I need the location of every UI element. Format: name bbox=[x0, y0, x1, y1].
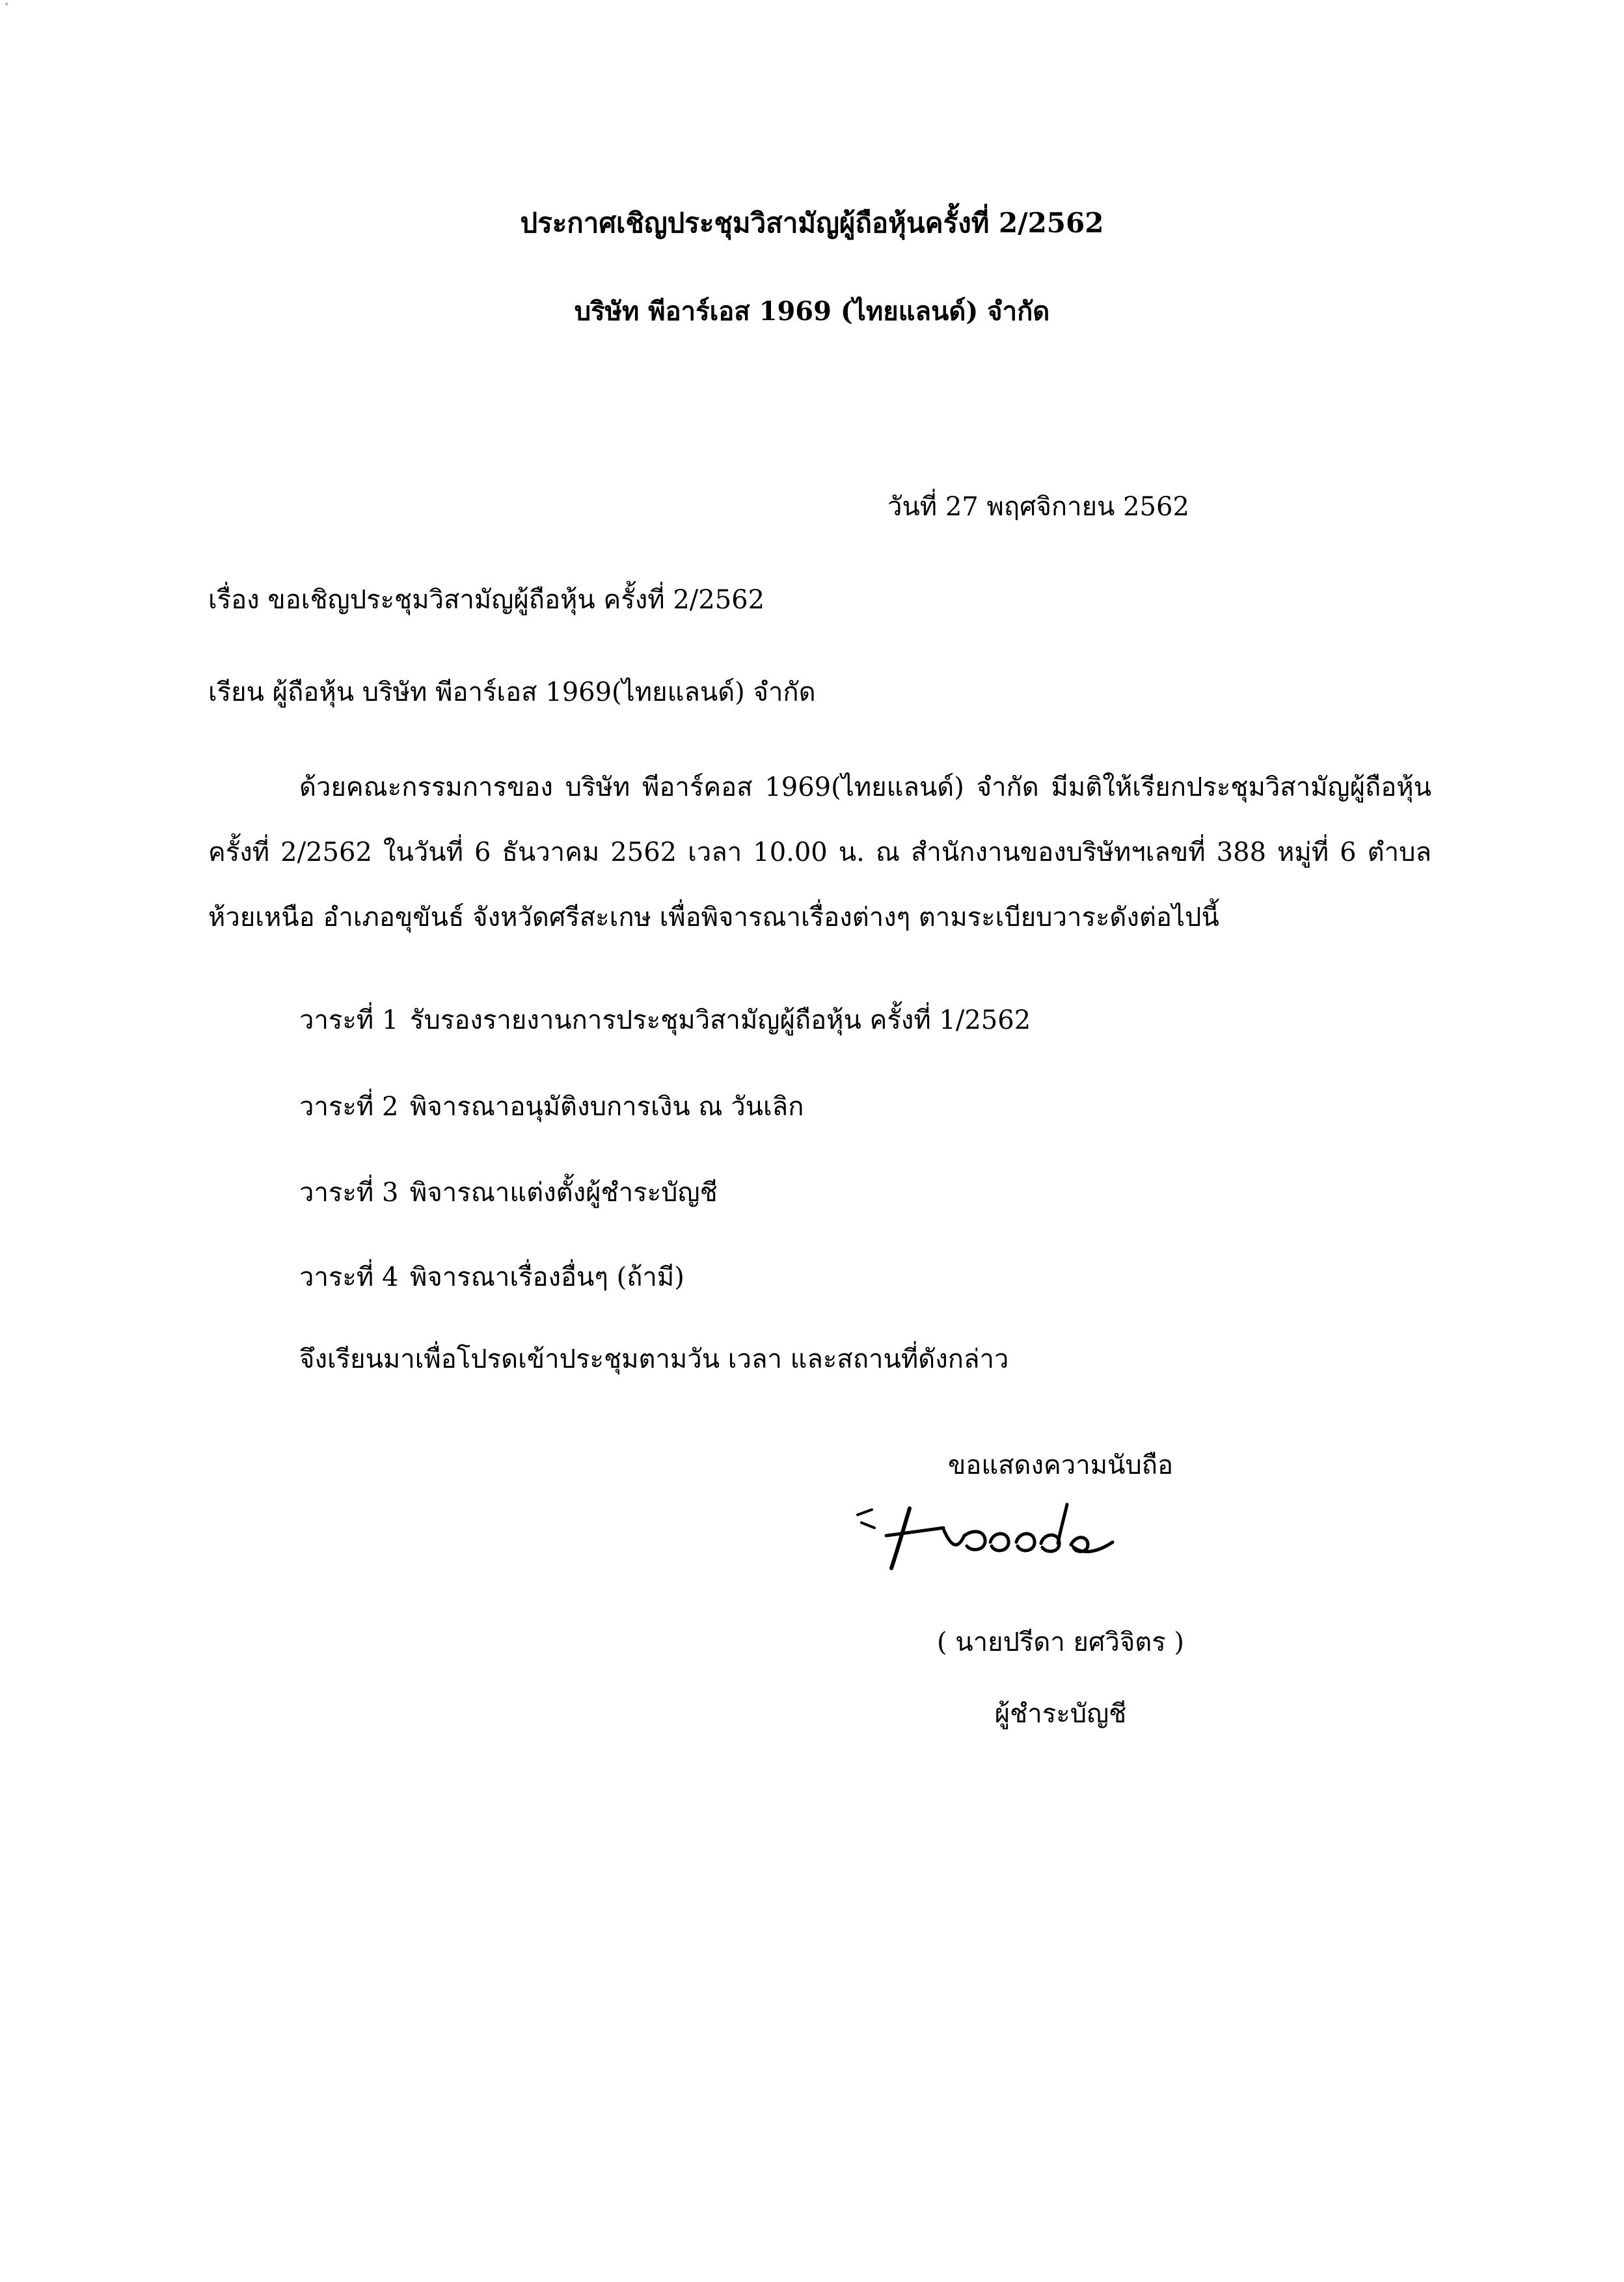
company-name: บริษัท พีอาร์เอส 1969 (ไทยแลนด์) จำกัด bbox=[574, 296, 1050, 327]
regards-line: ขอแสดงความนับถือ bbox=[947, 1450, 1174, 1480]
body-text: ด้วยคณะกรรมการของ บริษัท พีอาร์คอส 1969(ไทยแลนด์) จำกัด มีมติให้เรียกประชุมวิสามัญผู้ถือหุ้นครั้งที่ 2/2562 ในวันที่ 6 ธันวาคม 2562 เวลา 10.00 น. ณ สำนักงานของบริษัทฯเลขที่ 388 หมู่ที่ 6 ตำบลห้วยเหนือ อำเภอขุขันธ์ จังหวัดศรีสะเกษ เพื่อพิจารณาเรื่องต่างๆ ตามระเบียบวาระดังต่อไปนี้ bbox=[208, 772, 1431, 932]
notice-date: วันที่ 27 พฤศจิกายน 2562 bbox=[887, 492, 1189, 522]
subject-line: เรื่อง ขอเชิญประชุมวิสามัญผู้ถือหุ้น ครั้งที่ 2/2562 bbox=[208, 585, 765, 615]
signatory-position: ผู้ชำระบัญชี bbox=[994, 1699, 1127, 1729]
agenda-item-1 bbox=[299, 999, 1031, 1040]
agenda-item-3 bbox=[299, 1171, 718, 1213]
agenda-number: วาระที่ 2 bbox=[299, 1092, 399, 1122]
body-paragraph bbox=[208, 755, 1431, 950]
handwritten-signature bbox=[846, 1490, 1145, 1588]
notice-title: ประกาศเชิญประชุมวิสามัญผู้ถือหุ้นครั้งที่ 2/2562 bbox=[520, 207, 1104, 239]
agenda-text: รับรองรายงานการประชุมวิสามัญผู้ถือหุ้น ครั้งที่ 1/2562 bbox=[410, 1005, 1031, 1035]
agenda-number: วาระที่ 4 bbox=[299, 1262, 399, 1292]
signatory-name: ( นายปรีดา ยศวิจิตร ) bbox=[936, 1627, 1185, 1657]
agenda-item-2 bbox=[299, 1085, 804, 1127]
agenda-text: พิจารณาอนุมัติงบการเงิน ณ วันเลิก bbox=[410, 1092, 804, 1122]
agenda-item-4 bbox=[299, 1256, 684, 1297]
agenda-text: พิจารณาเรื่องอื่นๆ (ถ้ามี) bbox=[410, 1262, 684, 1292]
agenda-number: วาระที่ 3 bbox=[299, 1178, 399, 1208]
recipient-line: เรียน ผู้ถือหุ้น บริษัท พีอาร์เอส 1969(ไทยแลนด์) จำกัด bbox=[208, 677, 816, 707]
agenda-number: วาระที่ 1 bbox=[299, 1005, 399, 1035]
agenda-text: พิจารณาแต่งตั้งผู้ชำระบัญชี bbox=[410, 1178, 718, 1208]
closing-line: จึงเรียนมาเพื่อโปรดเข้าประชุมตามวัน เวลา และสถานที่ดังกล่าว bbox=[299, 1344, 1009, 1374]
scan-mark bbox=[5, 3, 8, 5]
